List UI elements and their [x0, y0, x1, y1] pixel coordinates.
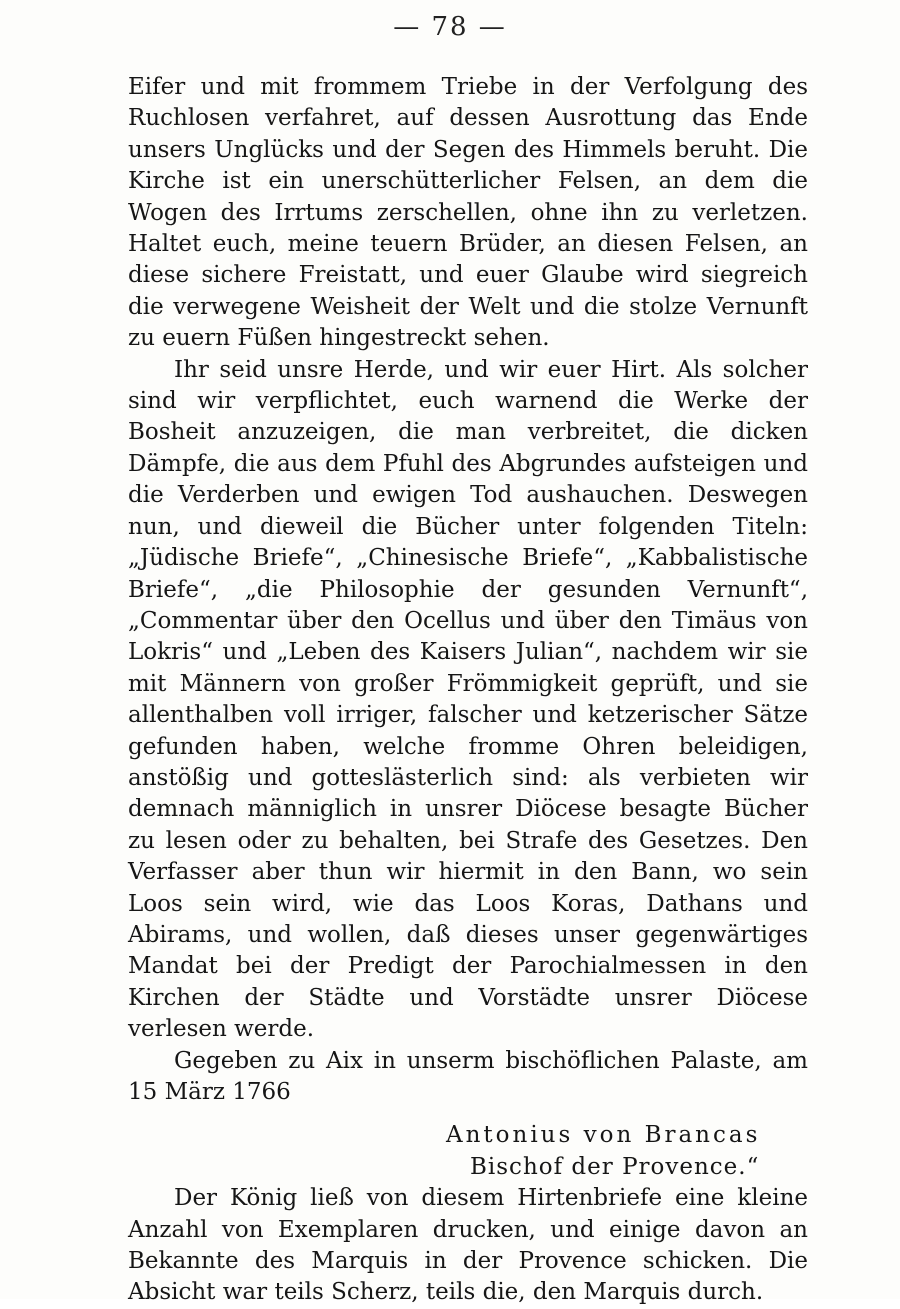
page-body [128, 72, 808, 1309]
paragraph-koenig: Der König ließ von diesem Hirtenbriefe eine kleine Anzahl von Exemplaren drucken, und einige davon an Bekannte des Marquis in der Provence schicken. Die Absicht war teils Scherz, teils die, den Marquis durch. [128, 1185, 808, 1306]
signature-title: Bischof der Provence.“ [470, 1153, 760, 1180]
signature-name: Antonius von Brancas [446, 1122, 761, 1149]
paragraph-herde: Ihr seid unsre Herde, und wir euer Hirt. Als solcher sind wir verpflichtet, euch warnend die Werke der Bosheit anzuzeigen, die man verbreitet, die dicken Dämpfe, die aus dem Pfuhl des Abgrundes aufsteigen und die Verderben und ewigen Tod aushauchen. Deswegen nun, und dieweil die Bücher unter folgenden Titeln: „Jüdische Briefe“, „Chinesische Briefe“, „Kabbalistische Briefe“, „die Philosophie der gesunden Vernunft“, „Commentar über den Ocellus und über den Timäus von Lokris“ und „Leben des Kaisers Julian“, nachdem wir sie mit Männern von großer Frömmigkeit geprüft, und sie allenthalben voll irriger, falscher und ketzerischer Sätze gefunden haben, welche fromme Ohren beleidigen, anstößig und gotteslästerlich sind: als verbieten wir demnach männiglich in unsrer Diöcese besagte Bücher zu lesen oder zu behalten, bei Strafe des Gesetzes. Den Verfasser aber thun wir hiermit in den Bann, wo sein Loos sein wird, wie das Loos Koras, Dathans und Abirams, und wollen, daß dieses unser gegenwärtiges Mandat bei der Predigt der Parochialmessen in den Kirchen der Städte und Vorstädte unsrer Diöcese verlesen werde. [128, 356, 808, 1043]
page-number: — 78 — [393, 12, 507, 42]
signature-block [446, 1120, 808, 1183]
date-line: Gegeben zu Aix in unserm bischöflichen Palaste, am 15 März 1766 [128, 1047, 808, 1105]
paragraph-continuation: Eifer und mit frommem Triebe in der Verfolgung des Ruchlosen verfahret, auf dessen Ausrottung das Ende unsers Unglücks und der Segen des Himmels beruht. Die Kirche ist ein unerschütterlicher Felsen, an dem die Wogen des Irrtums zerschellen, ohne ihn zu verletzen. Haltet euch, meine teuern Brüder, an diesen Felsen, an diese sichere Freistatt, und euer Glaube wird siegreich die verwegene Weisheit der Welt und die stolze Vernunft zu euern Füßen hingestreckt sehen. [128, 74, 808, 352]
